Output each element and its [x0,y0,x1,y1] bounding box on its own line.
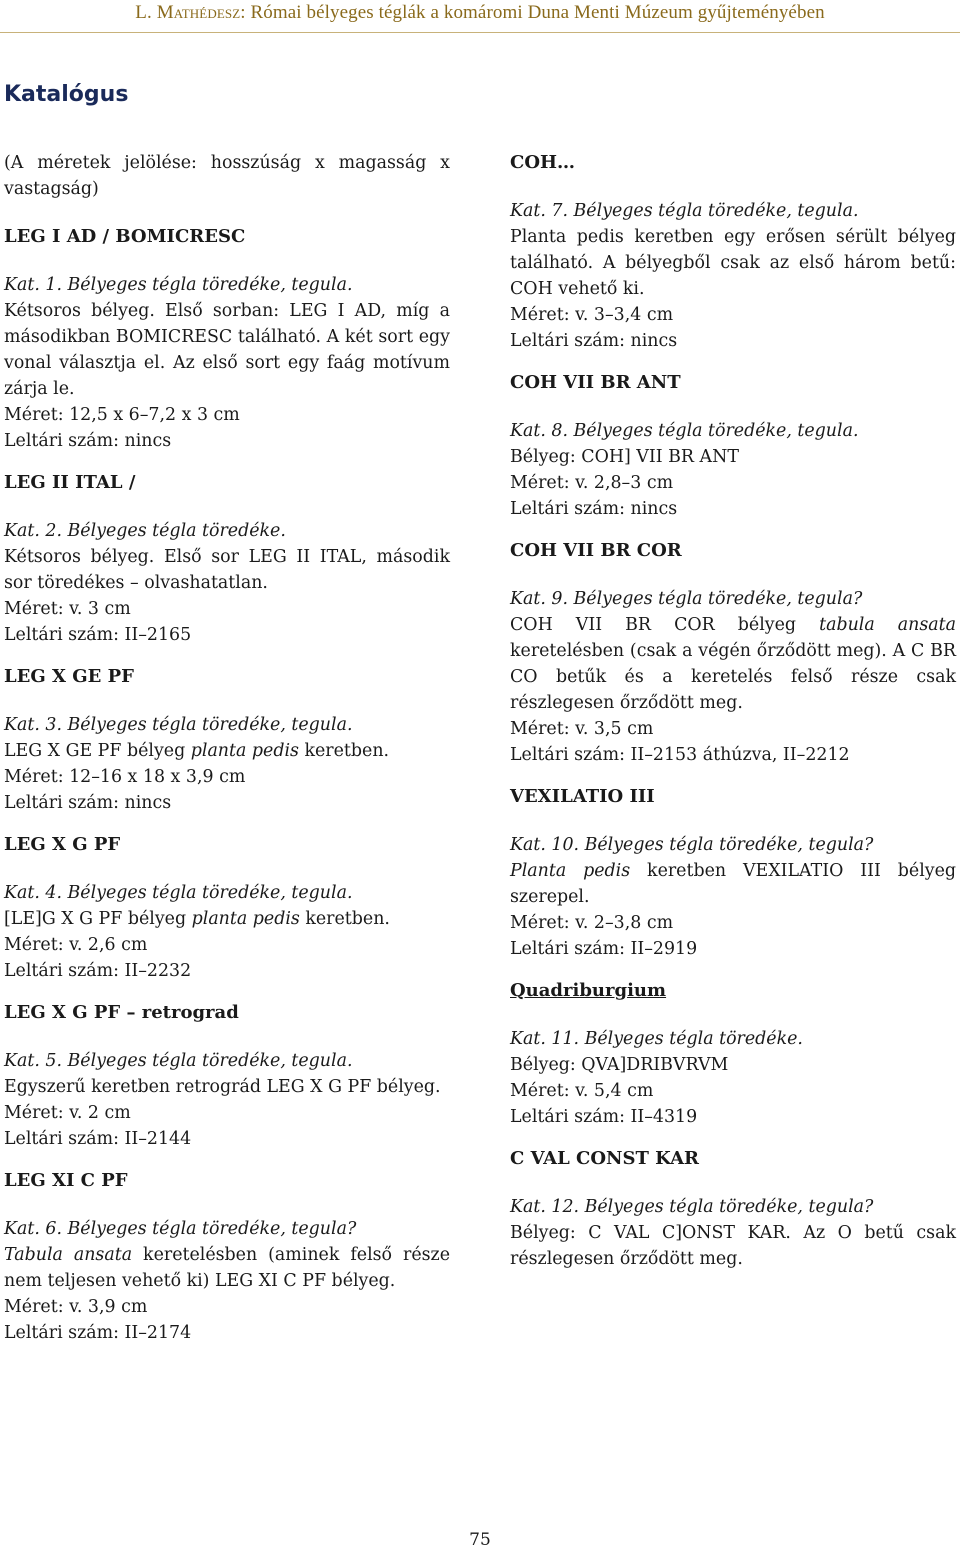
entry-leltari: Leltári szám: nincs [510,331,678,351]
entry-kat: Kat. 7. Bélyeges tégla töredéke, tegula. [510,201,859,221]
section-heading: COH VII BR ANT [510,372,681,393]
entry-description: Bélyeg: C VAL C]ONST KAR. Az O betű csak részlegesen őrződött meg. [510,1223,956,1269]
desc-italic: tabula ansata [819,615,956,635]
section-heading: LEG II ITAL / [4,472,136,493]
entry-kat: Kat. 5. Bélyeges tégla töredéke, tegula. [4,1051,353,1071]
desc-text: [LE]G X G PF bélyeg [4,909,192,929]
entry-meret: Méret: v. 3,5 cm [510,719,654,739]
desc-text: LEG X GE PF bélyeg [4,741,191,761]
entry-description [510,612,956,716]
entry-leltari: Leltári szám: II–2165 [4,625,192,645]
page-number: 75 [469,1530,491,1550]
catalog-entry [510,1194,956,1272]
entry-kat: Kat. 10. Bélyeges tégla töredéke, tegula? [510,835,874,855]
entry-description: Egyszerű keretben retrográd LEG X G PF bélyeg. [4,1077,441,1097]
entry-kat: Kat. 9. Bélyeges tégla töredéke, tegula? [510,589,863,609]
intro-note: (A méretek jelölése: hosszúság x magasság x vastagság) [4,153,450,199]
entry-description: Planta pedis keretben egy erősen sérült bélyeg található. A bélyegből csak az első három betű: COH vehető ki. [510,227,956,299]
entry-leltari: Leltári szám: II–4319 [510,1107,698,1127]
entry-description [4,1242,450,1294]
author-name: Mathédesz [156,2,241,23]
right-column [510,150,956,1288]
desc-italic: Tabula ansata [4,1245,133,1265]
desc-italic: planta pedis [190,741,299,761]
page-title: Katalógus [4,82,129,107]
entry-description: Kétsoros bélyeg. Első sorban: LEG I AD, míg a másodikban BOMICRESC található. A két sort egy vonal választja el. Az első sort egy faág motívum zárja le. [4,301,450,399]
entry-leltari: Leltári szám: nincs [510,499,678,519]
header-rule [0,32,960,33]
catalog-entry [510,198,956,354]
entry-meret: Méret: v. 2,8–3 cm [510,473,674,493]
entry-kat: Kat. 6. Bélyeges tégla töredéke, tegula? [4,1219,357,1239]
catalog-entry [4,518,450,648]
section-heading: C VAL CONST KAR [510,1148,700,1169]
entry-kat: Kat. 1. Bélyeges tégla töredéke, tegula. [4,275,353,295]
entry-description [4,738,450,764]
entry-kat: Kat. 2. Bélyeges tégla töredéke. [4,521,286,541]
section-heading: LEG XI C PF [4,1170,128,1191]
entry-kat: Kat. 3. Bélyeges tégla töredéke, tegula. [4,715,353,735]
catalog-entry [510,1026,956,1130]
catalog-entry [4,880,450,984]
entry-meret: Méret: v. 3–3,4 cm [510,305,674,325]
section-heading: COH VII BR COR [510,540,682,561]
desc-italic: Planta pedis [510,861,631,881]
section-heading: LEG X GE PF [4,666,134,687]
entry-leltari: Leltári szám: nincs [4,793,172,813]
entry-leltari: Leltári szám: II–2232 [4,961,192,981]
entry-kat: Kat. 11. Bélyeges tégla töredéke. [510,1029,803,1049]
entry-description: Bélyeg: QVA]DRIBVRVM [510,1055,729,1075]
entry-meret: Méret: 12–16 x 18 x 3,9 cm [4,767,246,787]
desc-italic: planta pedis [191,909,300,929]
catalog-entry [510,832,956,962]
desc-text: keretelésben (aminek felső része nem teljesen vehető ki) LEG XI C PF bélyeg. [4,1245,450,1291]
entry-meret: Méret: v. 2–3,8 cm [510,913,674,933]
entry-description: Bélyeg: COH] VII BR ANT [510,447,739,467]
section-heading: VEXILATIO III [510,786,655,807]
section-heading: LEG X G PF [4,834,121,855]
entry-meret: Méret: 12,5 x 6–7,2 x 3 cm [4,405,240,425]
catalog-entry [4,272,450,454]
author-initial: L. [135,2,152,23]
section-heading: LEG I AD / BOMICRESC [4,226,246,247]
entry-description [510,858,956,910]
section-heading: COH… [510,152,576,173]
catalog-entry [4,1216,450,1346]
catalog-entry [4,712,450,816]
entry-description: Kétsoros bélyeg. Első sor LEG II ITAL, második sor töredékes – olvashatatlan. [4,547,450,593]
entry-leltari: Leltári szám: II–2144 [4,1129,192,1149]
entry-meret: Méret: v. 3 cm [4,599,131,619]
entry-leltari: Leltári szám: nincs [4,431,172,451]
catalog-entry [4,1048,450,1152]
desc-text: keretben. [299,909,390,929]
entry-meret: Méret: v. 2,6 cm [4,935,148,955]
entry-meret: Méret: v. 2 cm [4,1103,131,1123]
section-heading: LEG X G PF – retrograd [4,1002,239,1023]
catalog-entry [510,418,956,522]
left-column [4,150,450,1362]
catalog-entry [510,586,956,768]
section-heading: Quadriburgium [510,980,667,1001]
entry-description [4,906,450,932]
entry-meret: Méret: v. 5,4 cm [510,1081,654,1101]
running-head [0,2,960,24]
desc-text: keretben VEXILATIO III bélyeg szerepel. [510,861,957,907]
article-title: : Római bélyeges téglák a komáromi Duna Menti Múzeum gyűjteményében [240,2,825,23]
entry-leltari: Leltári szám: II–2153 áthúzva, II–2212 [510,745,850,765]
entry-kat: Kat. 4. Bélyeges tégla töredéke, tegula. [4,883,353,903]
entry-meret: Méret: v. 3,9 cm [4,1297,148,1317]
entry-kat: Kat. 8. Bélyeges tégla töredéke, tegula. [510,421,859,441]
desc-text: COH VII BR COR bélyeg [510,615,820,635]
entry-leltari: Leltári szám: II–2919 [510,939,698,959]
entry-leltari: Leltári szám: II–2174 [4,1323,192,1343]
desc-text: keretelésben (csak a végén őrződött meg). A C BR CO betűk és a keretelés felső része csak részlegesen őrződött meg. [510,641,956,713]
entry-kat: Kat. 12. Bélyeges tégla töredéke, tegula? [510,1197,874,1217]
desc-text: keretben. [298,741,390,761]
